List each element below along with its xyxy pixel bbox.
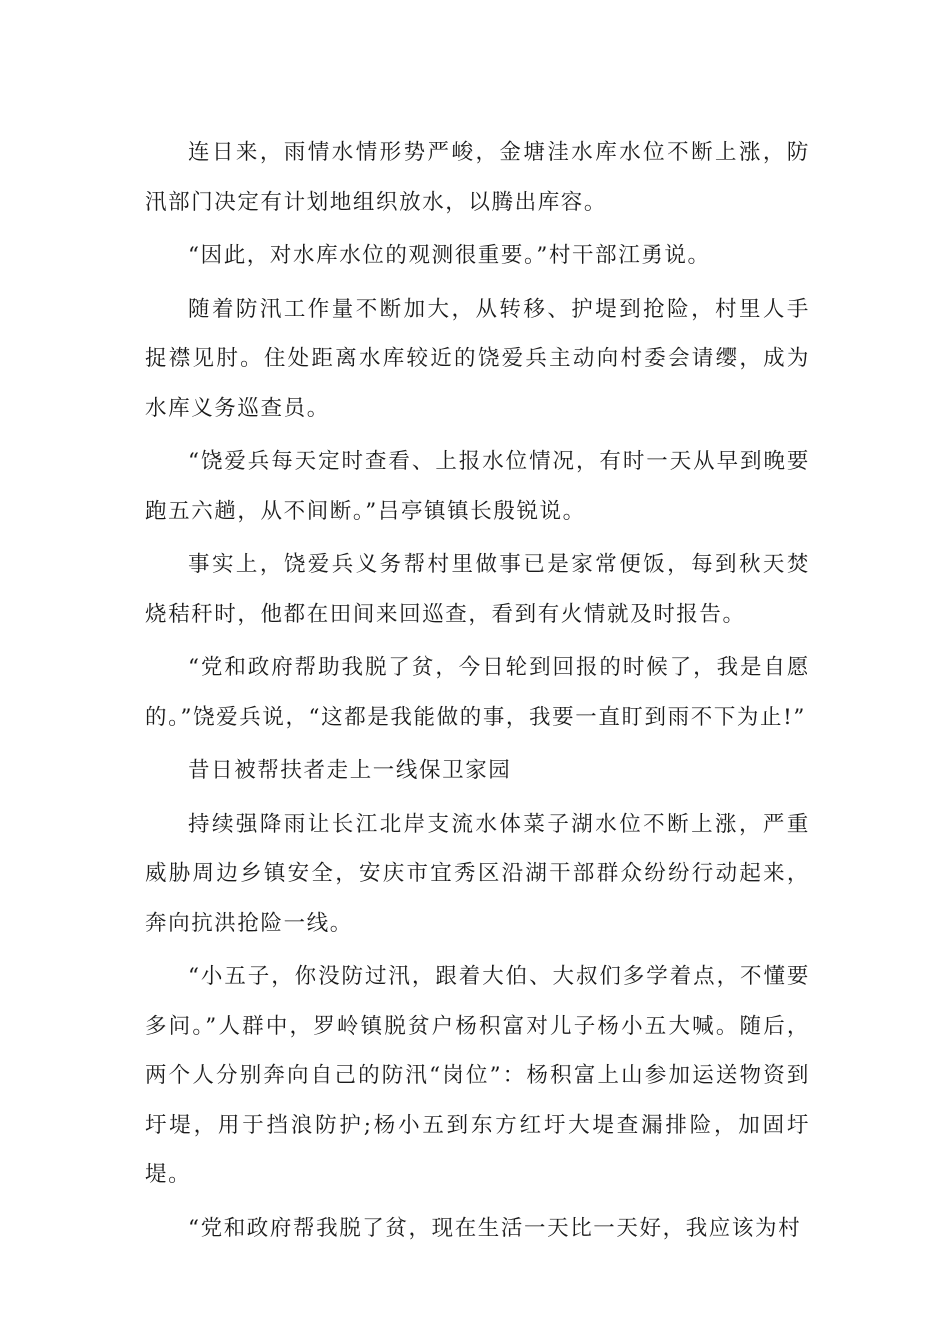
paragraph-8: “小五子，你没防过汛，跟着大伯、大叔们多学着点，不懂要多问。”人群中，罗岭镇脱贫户杨积富对儿子杨小五大喊。随后，两个人分别奔向自己的防汛“岗位”：杨积富上山参加运送物资到圩堤，用于挡浪防护;杨小五到东方红圩大堤查漏排险，加固圩堤。 — [145, 964, 810, 1187]
paragraph-2: “因此，对水库水位的观测很重要。”村干部江勇说。 — [188, 243, 711, 268]
paragraph-7: 持续强降雨让长江北岸支流水体菜子湖水位不断上涨，严重威胁周边乡镇安全，安庆市宜秀区沿湖干部群众纷纷行动起来，奔向抗洪抢险一线。 — [145, 811, 810, 936]
document-body — [145, 128, 810, 1257]
section-heading: 昔日被帮扶者走上一线保卫家园 — [188, 758, 512, 783]
paragraph-1: 连日来，雨情水情形势严峻，金塘洼水库水位不断上涨，防汛部门决定有计划地组织放水，以腾出库容。 — [145, 140, 810, 215]
paragraph-5: 事实上，饶爱兵义务帮村里做事已是家常便饭，每到秋天焚烧秸秆时，他都在田间来回巡查，看到有火情就及时报告。 — [145, 552, 810, 627]
paragraph-4: “饶爱兵每天定时查看、上报水位情况，有时一天从早到晚要跑五六趟，从不间断。”吕亭镇镇长殷锐说。 — [145, 449, 810, 524]
paragraph-3: 随着防汛工作量不断加大，从转移、护堤到抢险，村里人手捉襟见肘。住处距离水库较近的饶爱兵主动向村委会请缨，成为水库义务巡查员。 — [145, 296, 810, 421]
paragraph-6: “党和政府帮助我脱了贫，今日轮到回报的时候了，我是自愿的。”饶爱兵说，“这都是我能做的事，我要一直盯到雨不下为止!” — [145, 655, 810, 730]
paragraph-9: “党和政府帮我脱了贫，现在生活一天比一天好，我应该为村 — [188, 1215, 802, 1241]
